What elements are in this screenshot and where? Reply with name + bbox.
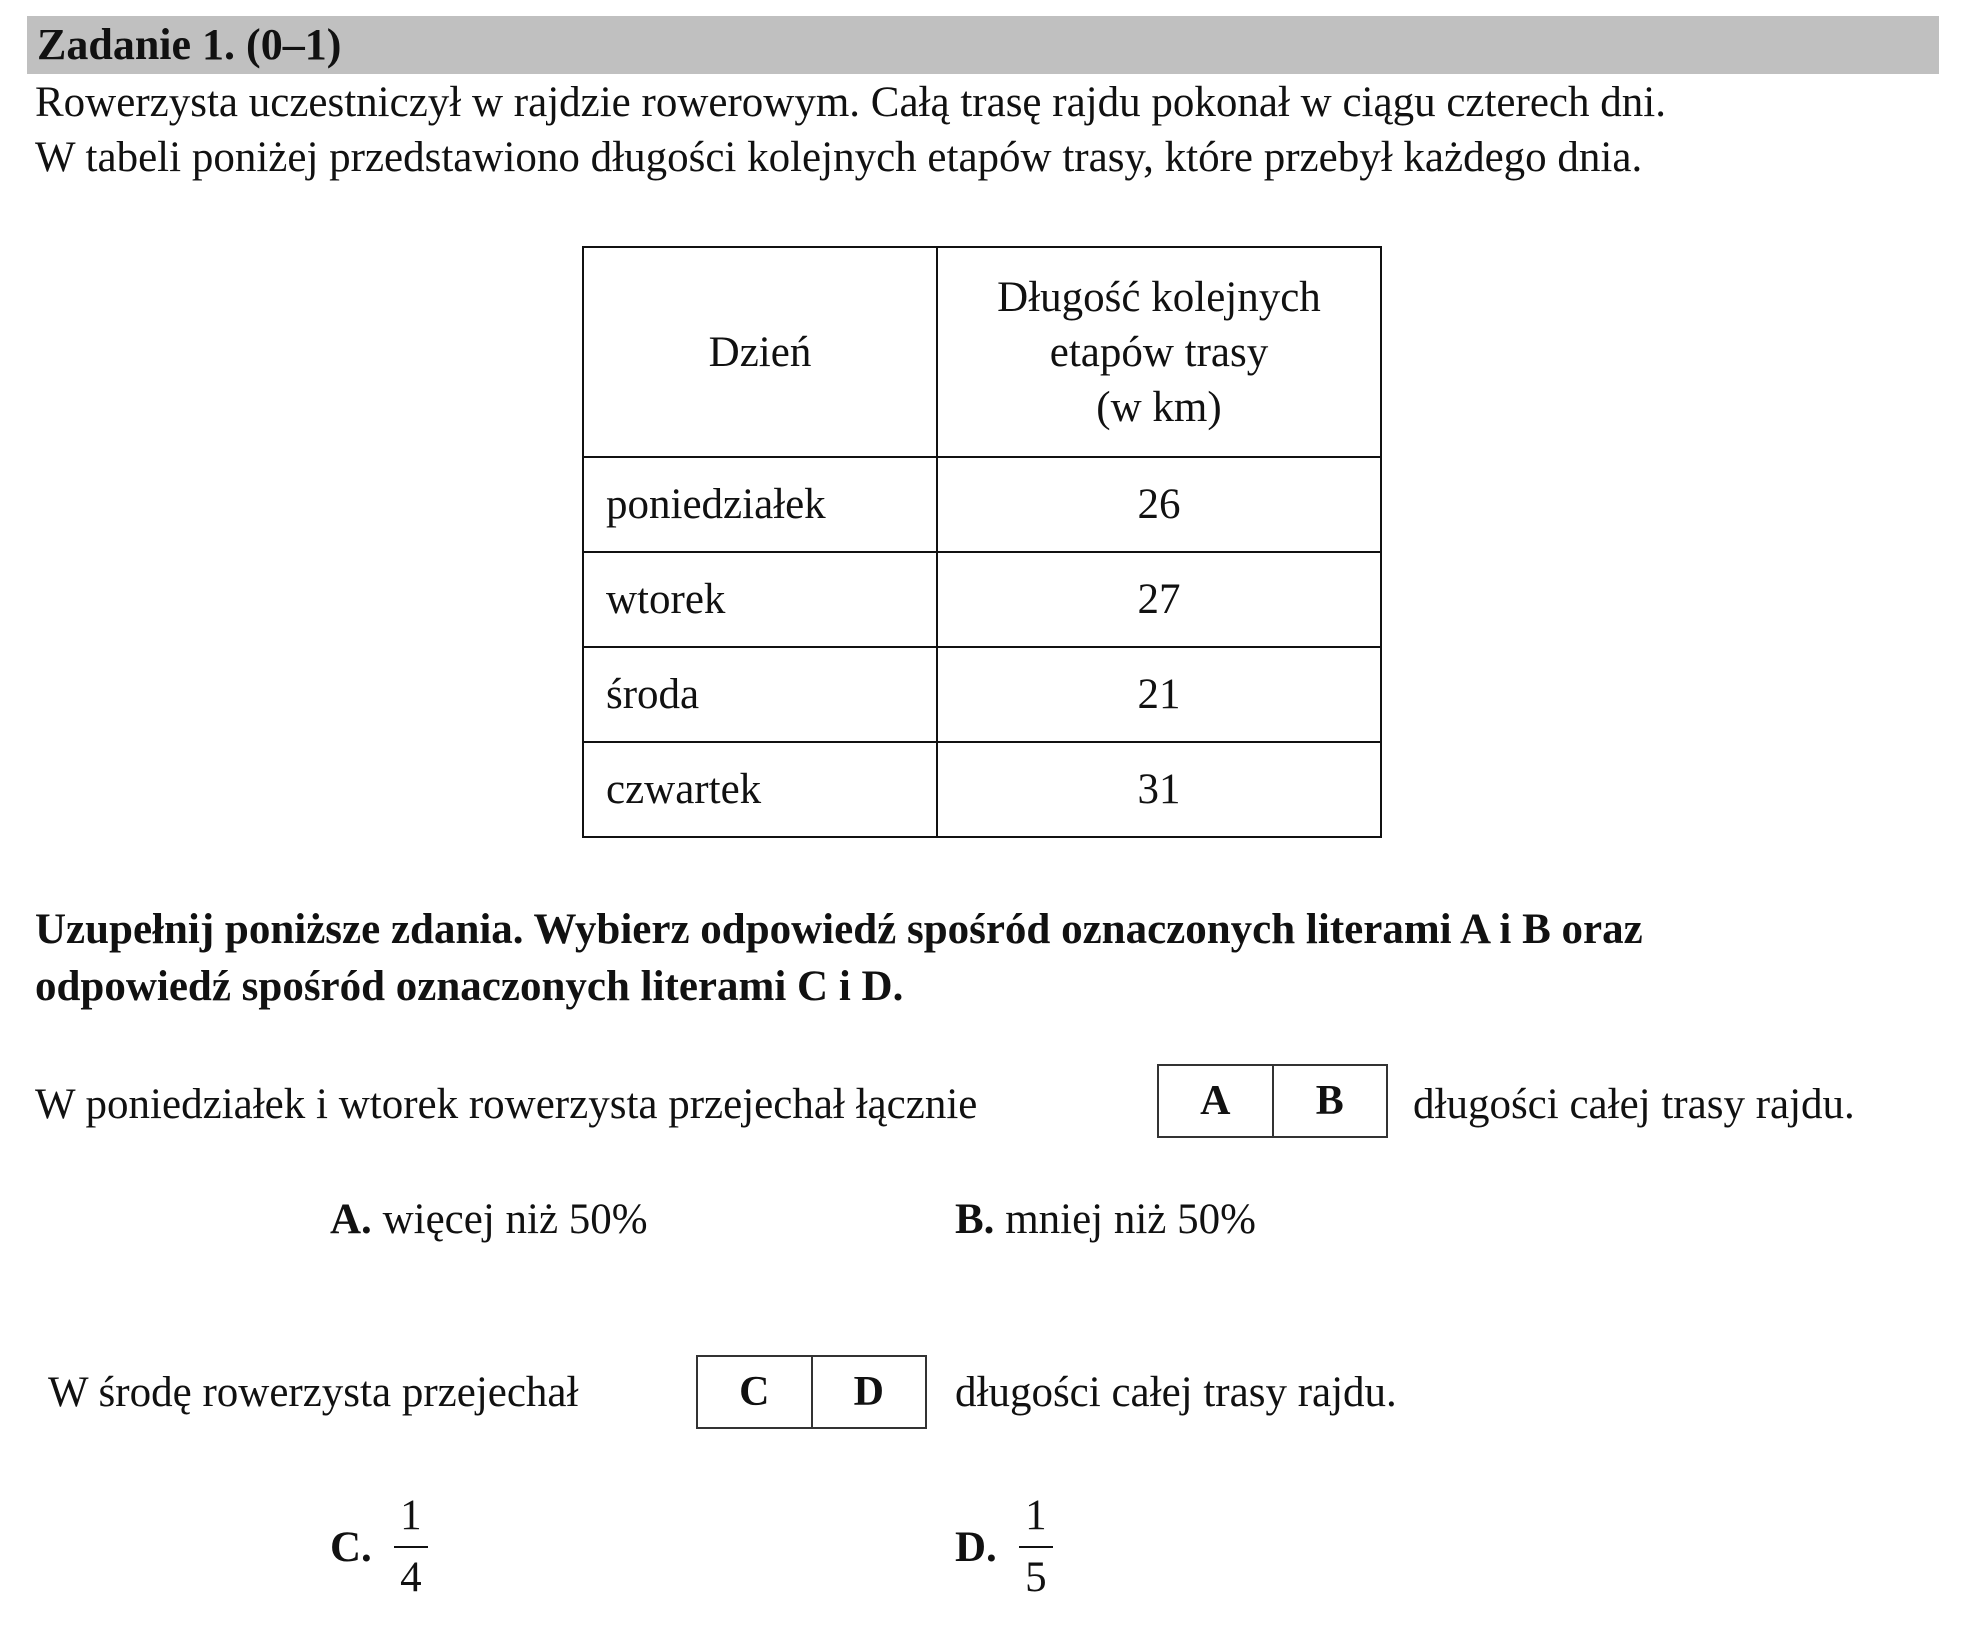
length-cell: 27 bbox=[937, 552, 1381, 647]
table-row bbox=[583, 647, 1381, 742]
choice-c-cell[interactable]: C bbox=[698, 1357, 811, 1427]
header-length-line: Długość kolejnych bbox=[997, 273, 1321, 321]
header-length-line: (w km) bbox=[1096, 383, 1222, 431]
task-header bbox=[27, 16, 1939, 74]
length-cell: 26 bbox=[937, 457, 1381, 552]
choice-a-cell[interactable]: A bbox=[1159, 1066, 1272, 1136]
option-b[interactable] bbox=[955, 1195, 1256, 1245]
instruction-line-1: Uzupełnij poniższe zdania. Wybierz odpowiedź spośród oznaczonych literami A i B oraz bbox=[35, 906, 1643, 953]
length-cell: 31 bbox=[937, 742, 1381, 837]
intro-line-2: W tabeli poniżej przedstawiono długości kolejnych etapów trasy, które przebył każdego dnia. bbox=[35, 134, 1643, 181]
option-c[interactable] bbox=[330, 1490, 428, 1604]
fraction-denominator: 5 bbox=[1025, 1554, 1047, 1601]
option-letter: C. bbox=[330, 1523, 372, 1571]
option-d[interactable] bbox=[955, 1490, 1053, 1604]
day-cell: czwartek bbox=[583, 742, 937, 837]
question-1-text-after: długości całej trasy rajdu. bbox=[1413, 1081, 1855, 1128]
fraction-numerator: 1 bbox=[394, 1490, 428, 1548]
choice-b-cell[interactable]: B bbox=[1272, 1066, 1387, 1136]
question-2-text-after: długości całej trasy rajdu. bbox=[955, 1369, 1397, 1416]
option-letter: B. bbox=[955, 1196, 995, 1243]
header-length-line: etapów trasy bbox=[1049, 328, 1269, 376]
fraction-numerator: 1 bbox=[1019, 1490, 1053, 1548]
table-row bbox=[583, 457, 1381, 552]
table-row bbox=[583, 552, 1381, 647]
header-length bbox=[937, 247, 1381, 457]
header-day: Dzień bbox=[583, 247, 937, 457]
day-cell: środa bbox=[583, 647, 937, 742]
question-1-text-before: W poniedziałek i wtorek rowerzysta przejechał łącznie bbox=[35, 1081, 978, 1128]
day-cell: wtorek bbox=[583, 552, 937, 647]
stage-length-table bbox=[582, 246, 1382, 838]
intro-line-1: Rowerzysta uczestniczył w rajdzie rowerowym. Całą trasę rajdu pokonał w ciągu czterech dni. bbox=[35, 79, 1666, 126]
option-a[interactable] bbox=[330, 1195, 648, 1245]
answer-box-cd bbox=[696, 1355, 927, 1429]
option-text: mniej niż 50% bbox=[1005, 1196, 1256, 1243]
option-letter: A. bbox=[330, 1196, 372, 1243]
table-row bbox=[583, 742, 1381, 837]
question-2-text-before: W środę rowerzysta przejechał bbox=[48, 1369, 579, 1416]
option-text: więcej niż 50% bbox=[382, 1196, 648, 1243]
length-cell: 21 bbox=[937, 647, 1381, 742]
instruction-line-2: odpowiedź spośród oznaczonych literami C i D. bbox=[35, 963, 904, 1010]
fraction-one-fifth bbox=[1019, 1490, 1053, 1604]
day-cell: poniedziałek bbox=[583, 457, 937, 552]
table-header-row bbox=[583, 247, 1381, 457]
answer-box-ab bbox=[1157, 1064, 1388, 1138]
fraction-one-quarter bbox=[394, 1490, 428, 1604]
option-letter: D. bbox=[955, 1523, 997, 1571]
fraction-denominator: 4 bbox=[400, 1554, 422, 1601]
choice-d-cell[interactable]: D bbox=[811, 1357, 926, 1427]
task-title: Zadanie 1. (0–1) bbox=[37, 20, 342, 69]
